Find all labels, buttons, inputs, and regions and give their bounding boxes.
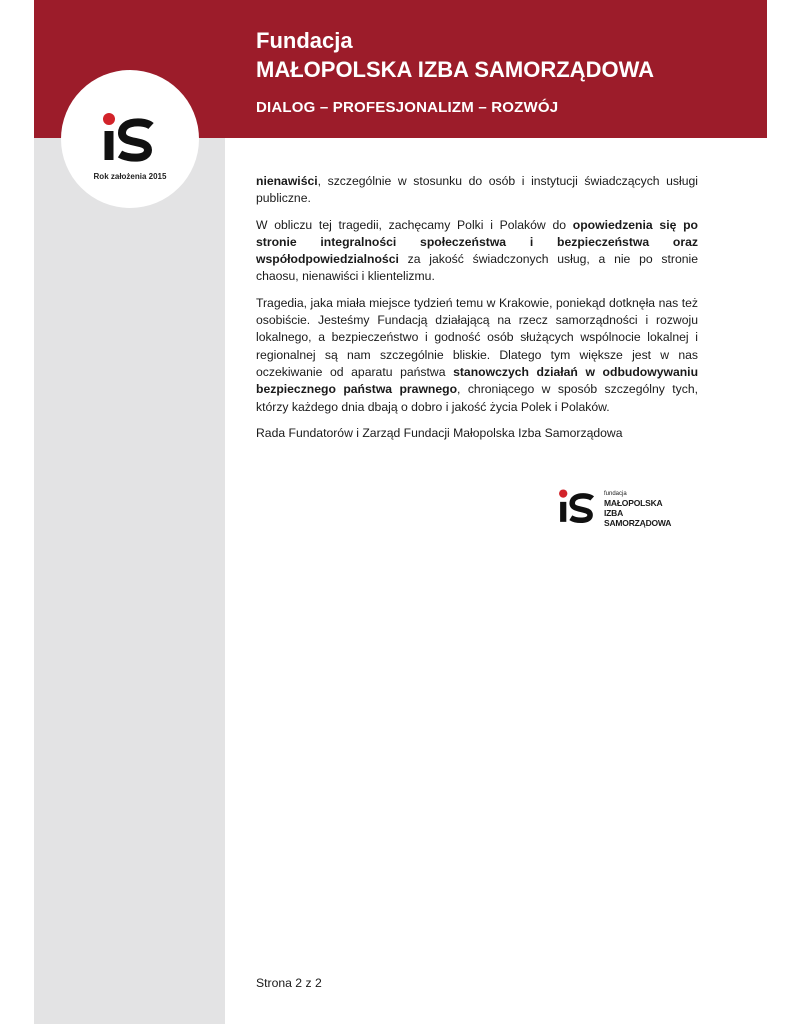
- text-run: stanowczych działań w odbudowywaniu bezpiecznego państwa prawnego: [256, 364, 699, 397]
- header-foundation-label: Fundacja: [256, 28, 353, 53]
- bottom-logo-line2: SAMORZĄDOWA: [604, 518, 672, 528]
- header-motto: DIALOG – PROFESJONALIZM – ROZWÓJ: [256, 99, 559, 116]
- page-number: Strona 2 z 2: [256, 976, 322, 990]
- paragraph-1: [256, 173, 698, 208]
- is-logo-icon: [100, 112, 158, 162]
- signature: Rada Fundatorów i Zarząd Fundacji Małopolska Izba Samorządowa: [256, 425, 623, 440]
- header-organization-name: MAŁOPOLSKA IZBA SAMORZĄDOWA: [256, 57, 655, 82]
- text-run: za jakość świadczonych usług, a nie po stronie chaosu, nienawiści i klientelizmu.: [256, 252, 698, 284]
- text-run: , chroniącego w sposób szczególny tych, którzy każdego dnia dbają o dobro i jakość życia Polek i Polaków.: [256, 382, 698, 414]
- is-logo-icon: [557, 488, 597, 524]
- text-run: W obliczu tej tragedii, zachęcamy Polki i Polaków do: [256, 217, 573, 232]
- logo-badge: [61, 70, 199, 208]
- paragraph-2: [256, 217, 698, 286]
- bottom-logo-small-label: fundacja: [604, 491, 627, 497]
- text-run: opowiedzenia się po stronie integralności społeczeństwa i bezpieczeństwa oraz współodpowiedzialności: [256, 217, 698, 267]
- bottom-logo: [557, 488, 672, 529]
- letter-body: [256, 173, 698, 451]
- header-title: [256, 28, 654, 117]
- founded-year-label: Rok założenia 2015: [93, 172, 167, 181]
- bottom-logo-line1: MAŁOPOLSKA IZBA: [604, 498, 663, 518]
- text-run: Tragedia, jaka miała miejsce tydzień temu w Krakowie, poniekąd dotknęła nas też osobiście. Jesteśmy Fundacją działającą na rzecz samorządności i rozwoju lokalnego, a bezpieczeństwo i godność osób służących wspólnocie lokalnej i regionalnej są nam szczególnie bliskie. Dlatego tym większe jest w nas oczekiwanie od aparatu państwa: [256, 295, 698, 379]
- paragraph-3: [256, 295, 698, 416]
- text-run: , szczególnie w stosunku do osób i instytucji świadczących usługi publiczne.: [256, 174, 698, 206]
- bottom-logo-text: [604, 491, 671, 528]
- text-run: nienawiści: [256, 174, 318, 188]
